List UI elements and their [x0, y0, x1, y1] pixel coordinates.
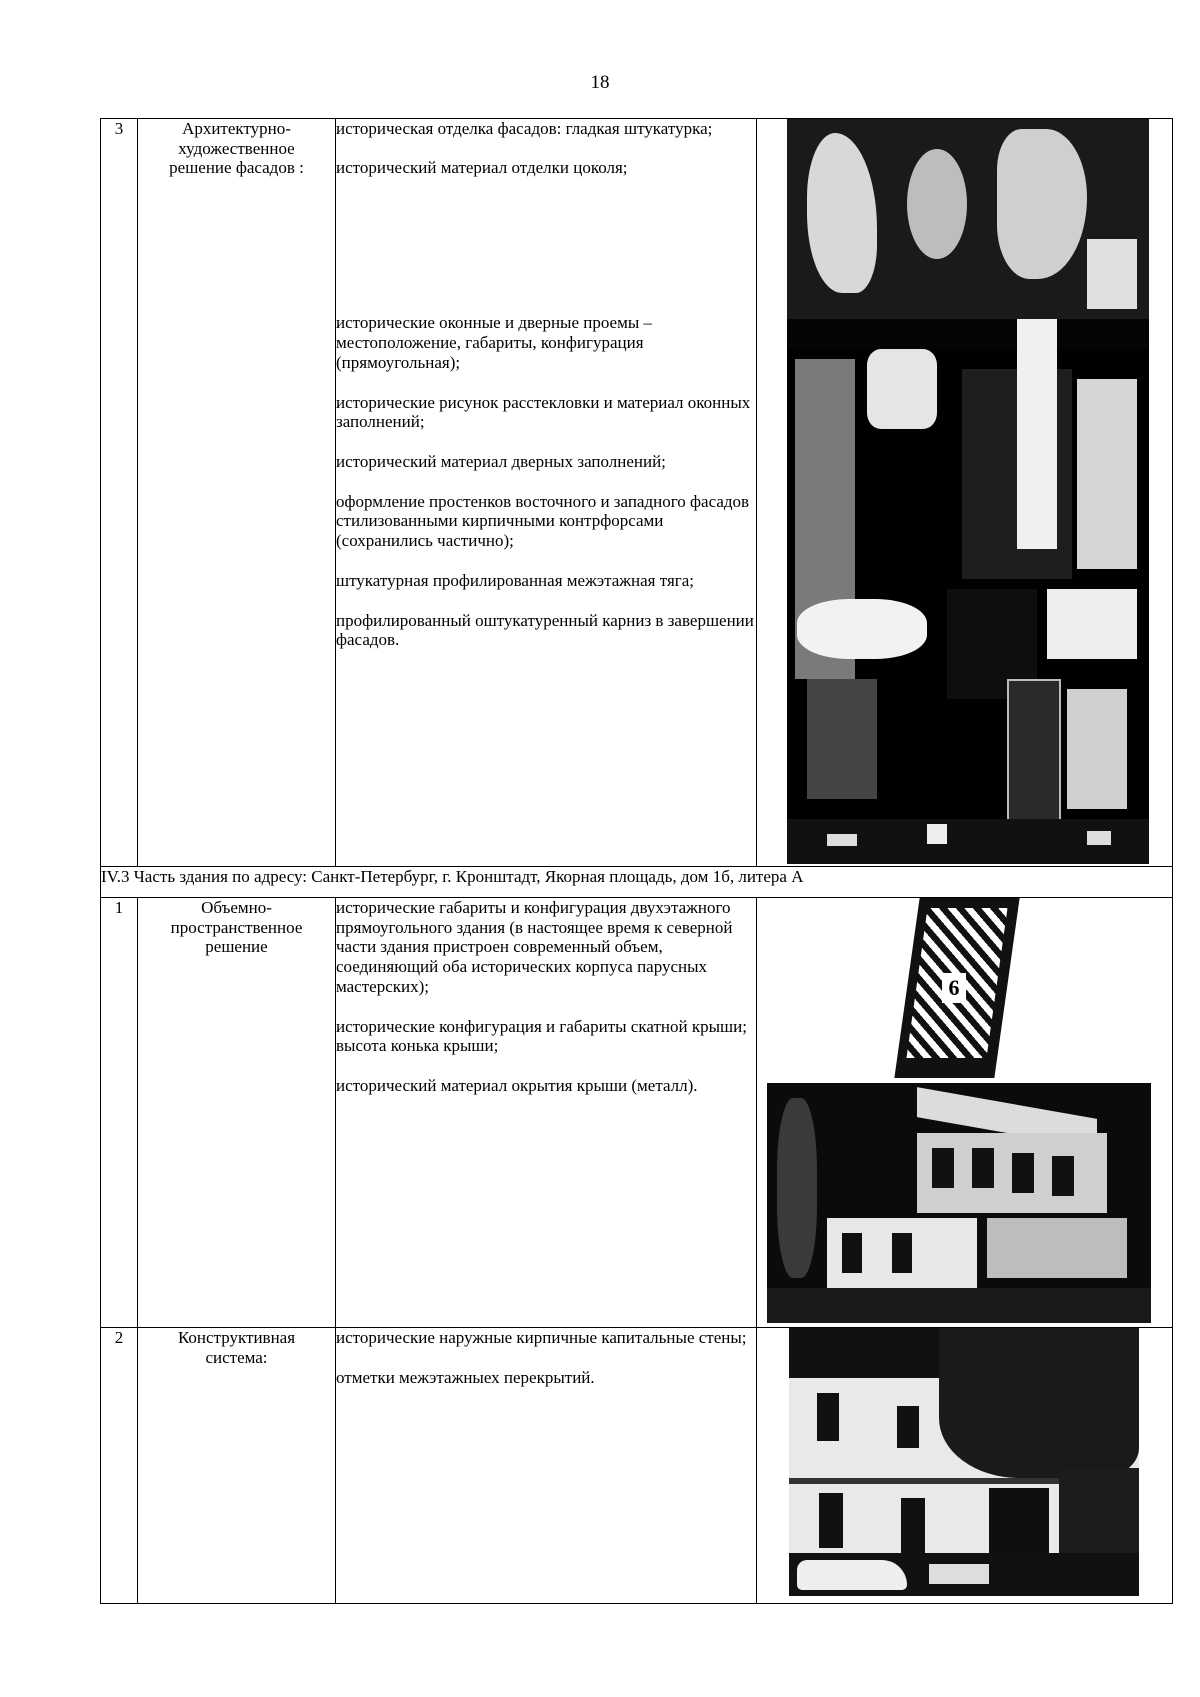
feature-name-line: Объемно-	[201, 898, 272, 917]
feature-item: отметки межэтажныех перекрытий.	[336, 1367, 595, 1387]
feature-item: исторический материал дверных заполнений;	[336, 452, 666, 472]
feature-item: историческая отделка фасадов: гладкая штукатурка;	[336, 119, 713, 138]
page-number: 18	[590, 72, 610, 93]
feature-item: исторический материал отделки цоколя;	[336, 157, 628, 177]
feature-item: профилированный оштукатуренный карниз в завершении фасадов.	[336, 610, 754, 650]
feature-item: исторические габариты и конфигурация двухэтажного прямоугольного здания (в настоящее время к северной части здания пристроен современный объем, соединяющий оба исторических корпуса парусных мастерских);	[336, 898, 733, 996]
feature-item: штукатурная профилированная межэтажная тяга;	[336, 570, 695, 590]
row-number: 3	[101, 119, 138, 867]
feature-name-line: решение фасадов :	[169, 158, 304, 178]
photo-cell	[757, 898, 1173, 1328]
facade-photo	[787, 119, 1149, 864]
feature-description	[336, 119, 757, 867]
feature-name	[138, 119, 336, 867]
row-number: 2	[101, 1328, 138, 1604]
sign-number: 6	[942, 973, 966, 1003]
feature-name	[138, 898, 336, 1328]
row-number: 1	[101, 898, 138, 1328]
table-row	[101, 1328, 1173, 1604]
building-corner-photo	[767, 898, 1151, 1323]
photo-cell	[757, 1328, 1173, 1604]
feature-item: исторические наружные кирпичные капитальные стены;	[336, 1328, 747, 1347]
feature-description	[336, 1328, 757, 1604]
feature-name-line: решение	[205, 937, 268, 957]
feature-item: исторические оконные и дверные проемы – местоположение, габариты, конфигурация (прямоугольная);	[336, 313, 653, 372]
feature-name-line: система:	[205, 1347, 268, 1367]
section-heading: IV.3 Часть здания по адресу: Санкт-Петербург, г. Кронштадт, Якорная площадь, дом 1б, литера А	[101, 867, 1173, 898]
section-heading-row	[101, 867, 1173, 898]
table-row	[101, 898, 1173, 1328]
feature-item: исторический материал окрытия крыши (металл).	[336, 1076, 698, 1096]
table-row	[101, 119, 1173, 867]
feature-name-line: Конструктивная	[177, 1328, 296, 1347]
street-photo	[789, 1328, 1139, 1596]
protected-features-table	[100, 118, 1173, 1604]
feature-name-line: пространственное	[170, 917, 303, 937]
feature-item: высота конька крыши;	[336, 1036, 499, 1056]
photo-cell	[757, 119, 1173, 867]
feature-item: исторические конфигурация и габариты скатной крыши;	[336, 1016, 747, 1036]
feature-description	[336, 898, 757, 1328]
feature-item: оформление простенков восточного и западного фасадов стилизованными кирпичными контрфорсами (сохранились частично);	[336, 491, 750, 551]
feature-name-line: художественное	[178, 138, 295, 158]
feature-name	[138, 1328, 336, 1604]
feature-item: исторические рисунок расстекловки и материал оконных заполнений;	[336, 392, 751, 432]
feature-name-line: Архитектурно-	[182, 119, 291, 138]
